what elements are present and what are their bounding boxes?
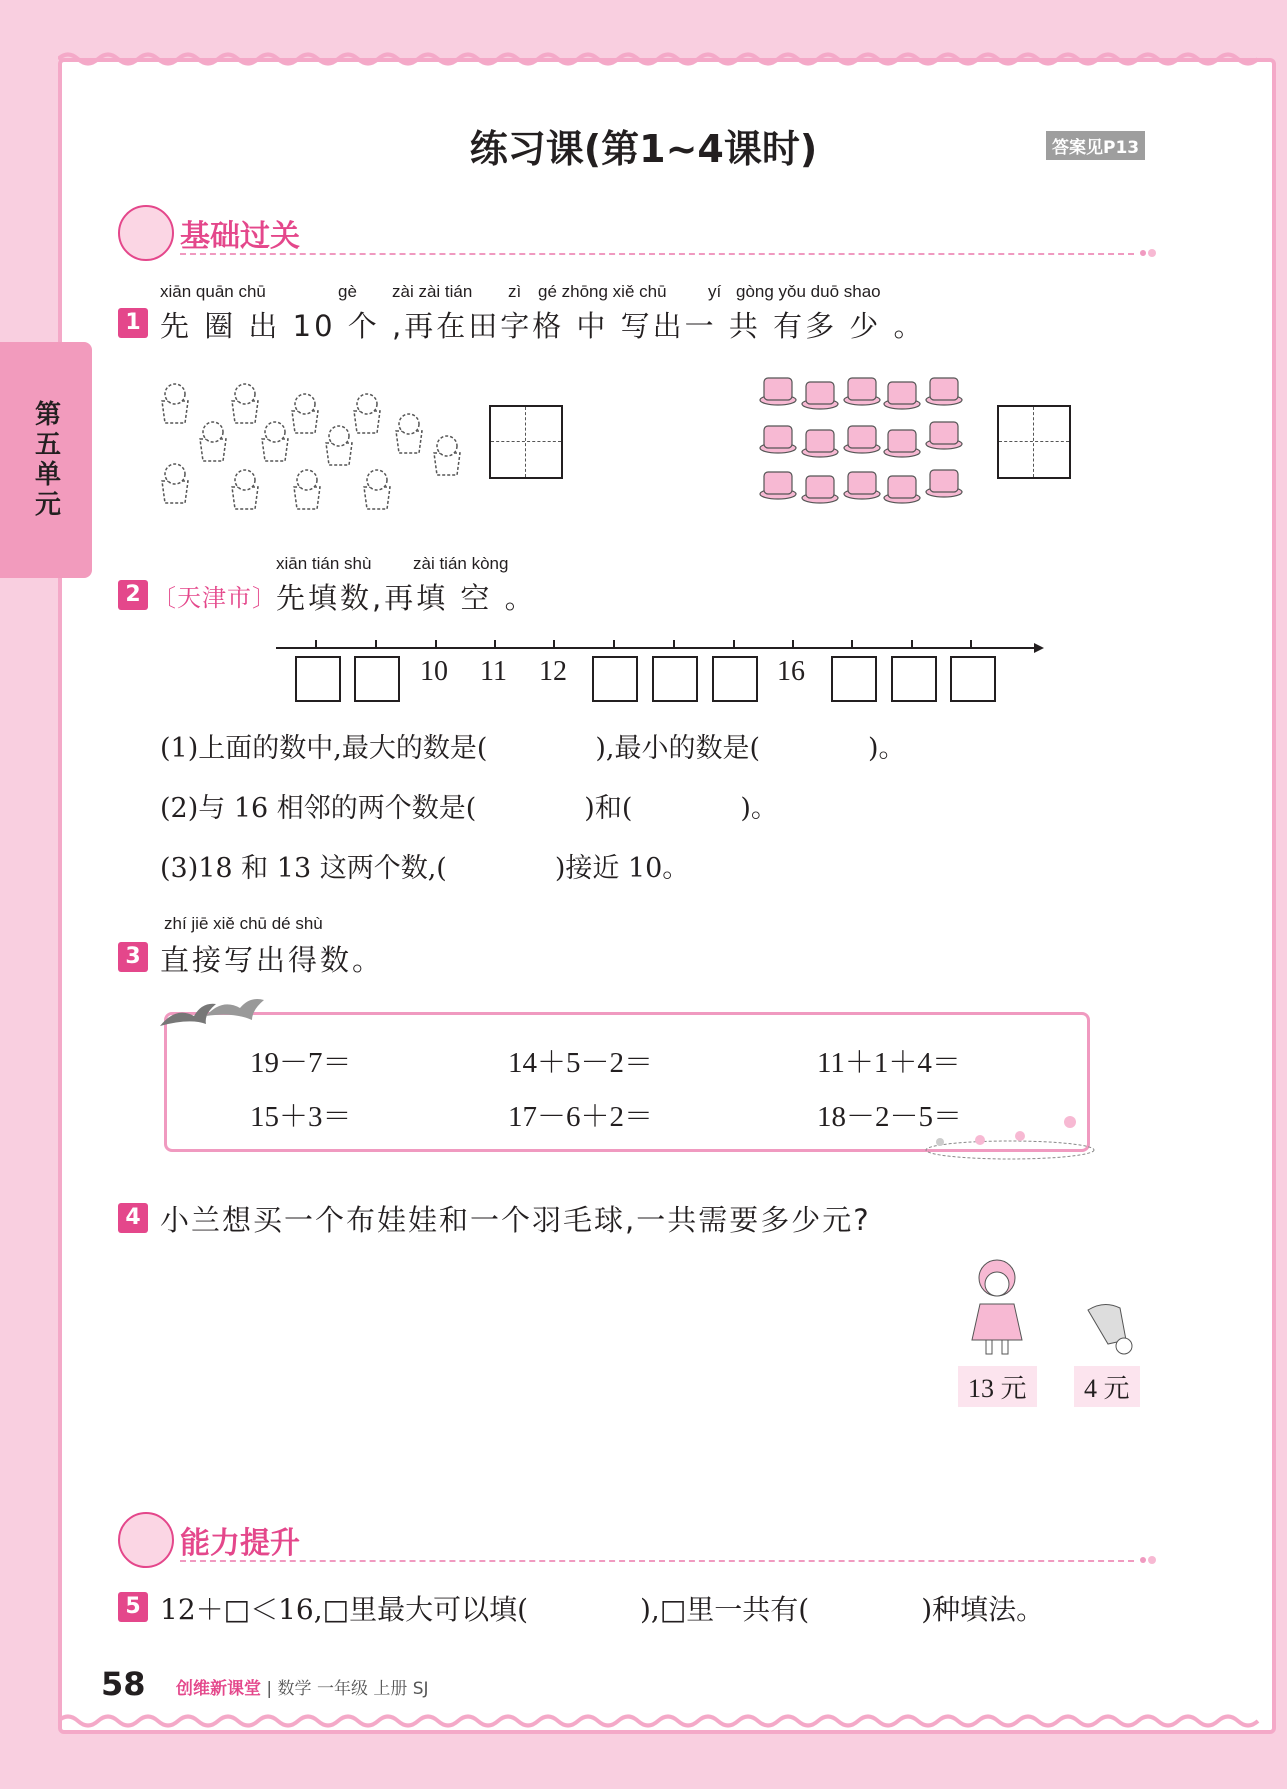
- pinyin: zài tián kòng: [413, 554, 509, 573]
- swallows-icon: [156, 996, 268, 1046]
- section-divider: [180, 1560, 1134, 1562]
- shuttlecock-icon: [1084, 1300, 1136, 1358]
- calc-item: 11＋1＋4＝: [817, 1047, 961, 1079]
- pinyin: xiān tián shù: [276, 554, 372, 573]
- footer-text: 创维新课堂 | 数学 一年级 上册 SJ: [176, 1679, 429, 1699]
- number-blank[interactable]: [592, 656, 638, 702]
- section-basic: [118, 203, 1158, 263]
- pinyin: gè: [338, 282, 357, 301]
- sub-question: (3)18 和 13 这两个数,( )接近 10。: [160, 853, 690, 884]
- question-number: 1: [118, 308, 148, 338]
- pinyin: zài zài tián: [392, 282, 473, 301]
- page-title: 练习课(第1~4课时): [469, 127, 818, 171]
- section-divider: [180, 253, 1134, 255]
- answer-grid-box[interactable]: [489, 405, 563, 479]
- shuttlecock-price: 4 元: [1074, 1366, 1140, 1407]
- number-blank[interactable]: [652, 656, 698, 702]
- calc-item: 17－6＋2＝: [508, 1101, 654, 1133]
- cakes-illustration: [756, 364, 966, 514]
- question-number: 3: [118, 942, 148, 972]
- question-number: 5: [118, 1592, 148, 1622]
- question-number: 4: [118, 1203, 148, 1233]
- number-label: 16: [777, 656, 805, 687]
- calc-item: 18－2－5＝: [817, 1101, 963, 1133]
- number-label: 11: [480, 656, 507, 687]
- number-label: 10: [420, 656, 448, 687]
- mascot-icon: [118, 1512, 174, 1568]
- question-text: 小兰想买一个布娃娃和一个羽毛球,一共需要多少元?: [160, 1203, 871, 1237]
- pinyin: zì: [508, 282, 522, 301]
- footer-info: 数学 一年级 上册 SJ: [277, 1679, 429, 1699]
- number-label: 12: [539, 656, 567, 687]
- answer-reference: 答案见P13: [1046, 131, 1145, 160]
- cupcakes-illustration: [150, 366, 470, 521]
- unit-label: 第五单元: [30, 400, 61, 520]
- section-label: 能力提升: [180, 1526, 300, 1561]
- question-text: 先 圈 出 10 个 ,再在田字格 中 写出一 共 有多 少 。: [160, 309, 926, 343]
- number-line: [272, 632, 1044, 656]
- wavy-border-top: [58, 50, 1272, 68]
- question-text: 12＋□＜16,□里最大可以填( ),□里一共有( )种填法。: [160, 1593, 1045, 1626]
- number-blank[interactable]: [950, 656, 996, 702]
- number-blank[interactable]: [831, 656, 877, 702]
- pinyin: xiān quān chū: [160, 282, 266, 301]
- unit-side-tab: [0, 342, 92, 578]
- pinyin: zhí jiē xiě chū dé shù: [164, 914, 323, 933]
- section-label: 基础过关: [180, 219, 300, 254]
- wavy-border-bottom: [58, 1712, 1272, 1730]
- pinyin: gòng yǒu duō shao: [736, 282, 881, 301]
- question-number: 2: [118, 580, 148, 610]
- dots-icon: [1138, 1554, 1158, 1566]
- number-blank[interactable]: [295, 656, 341, 702]
- dots-icon: [1138, 247, 1158, 259]
- footer-brand: 创维新课堂: [176, 1679, 261, 1699]
- page-number: 58: [101, 1665, 146, 1703]
- flowers-icon: [920, 1112, 1100, 1162]
- sub-question: (1)上面的数中,最大的数是( ),最小的数是( )。: [160, 733, 906, 764]
- question-text: 直接写出得数。: [160, 943, 385, 977]
- number-blank[interactable]: [354, 656, 400, 702]
- doll-icon: [966, 1256, 1028, 1358]
- section-advanced: [118, 1510, 1158, 1570]
- mascot-icon: [118, 205, 174, 261]
- number-blank[interactable]: [712, 656, 758, 702]
- calc-item: 19－7＝: [250, 1047, 352, 1079]
- sub-question: (2)与 16 相邻的两个数是( )和( )。: [160, 793, 778, 824]
- pinyin: gé zhōng xiě chū: [538, 282, 667, 301]
- number-blank[interactable]: [891, 656, 937, 702]
- answer-grid-box[interactable]: [997, 405, 1071, 479]
- doll-price: 13 元: [958, 1366, 1037, 1407]
- question-text: 先填数,再填 空 。: [276, 581, 537, 615]
- calc-item: 15＋3＝: [250, 1101, 352, 1133]
- pinyin: yí: [708, 282, 722, 301]
- calc-item: 14＋5－2＝: [508, 1047, 654, 1079]
- source-tag: 〔天津市〕: [152, 584, 277, 612]
